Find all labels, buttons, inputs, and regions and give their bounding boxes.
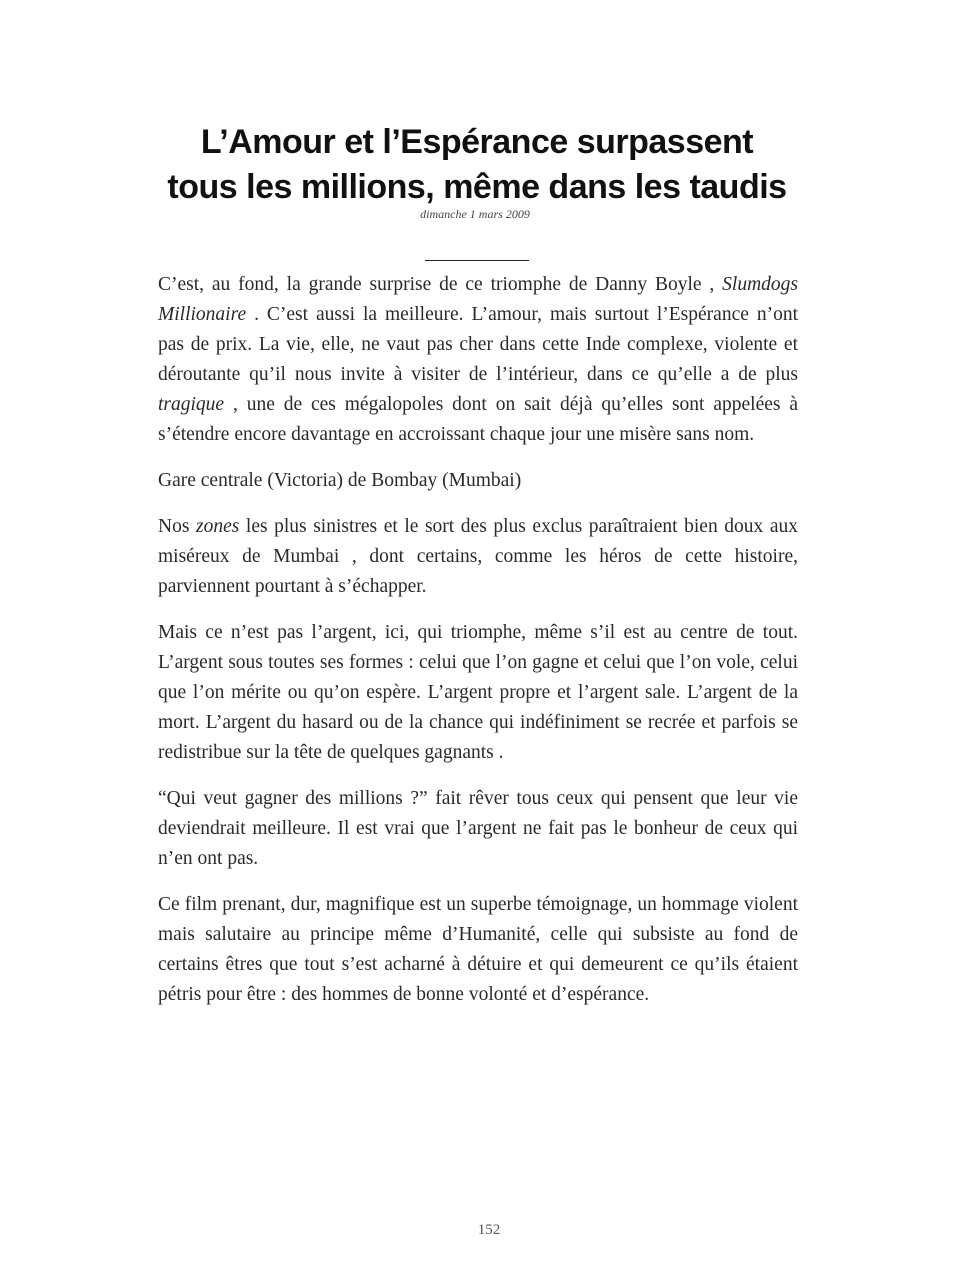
page-number: [0, 1222, 954, 1239]
paragraph-4: Mais ce n’est pas l’argent, ici, qui triomphe, même s’il est au centre de tout. L’argent sous toutes ses formes : celui que l’on gagne et celui que l’on vole, celui que l’on mérite ou qu’on espère. L’argent propre et l’argent sale. L’argent de la mort. L’argent du hasard ou de la chance qui indéfiniment se recrée et parfois se redistribue sur la tête de quelques gagnants .: [158, 622, 798, 763]
article-date-text: dimanche 1 mars 2009: [420, 207, 530, 221]
paragraph-1-text-b: . C’est aussi la meilleure. L’amour, mais surtout l’Espérance n’ont pas de prix. La vie, elle, ne vaut pas cher dans cette Inde complexe, violente et déroutante qu’il nous invite à visiter de l’intérieur, dans ce qu’elle a de plus: [158, 304, 798, 385]
paragraph-1: [158, 270, 798, 450]
article-title-line-2: tous les millions, même dans les taudis: [167, 168, 787, 206]
paragraph-3-text-a: Nos: [158, 516, 196, 537]
paragraph-6: Ce film prenant, dur, magnifique est un superbe témoignage, un hommage violent mais salutaire au principe même d’Humanité, celle qui subsiste au fond de certains êtres que tout s’est acharné à détuire et qui demeurent ce qu’ils étaient pétris pour être : des hommes de bonne volonté et d’espérance.: [158, 894, 798, 1005]
article-title: [100, 120, 854, 210]
article-date: [0, 207, 954, 222]
paragraph-1-text-a: C’est, au fond, la grande surprise de ce triomphe de Danny Boyle ,: [158, 274, 723, 295]
page-number-text: 152: [477, 1222, 501, 1238]
zones-emphasis: zones: [196, 516, 240, 537]
paragraph-1-text-c: , une de ces mégalopoles dont on sait déjà qu’elles sont appelées à s’étendre encore davantage en accroissant chaque jour une misère sans nom.: [158, 394, 798, 445]
paragraph-5: “Qui veut gagner des millions ?” fait rêver tous ceux qui pensent que leur vie deviendrait meilleure. Il est vrai que l’argent ne fait pas le bonheur de ceux qui n’en ont pas.: [158, 788, 798, 869]
article-body: [158, 270, 798, 1026]
tragique-emphasis: tragique: [158, 394, 225, 415]
film-title-emphasis: Slumdogs Millionaire: [158, 274, 798, 325]
paragraph-2-caption: Gare centrale (Victoria) de Bombay (Mumbai): [158, 470, 522, 491]
article-title-line-1: L’Amour et l’Espérance surpassent: [200, 123, 754, 161]
paragraph-3: [158, 512, 798, 602]
paragraph-3-text-b: les plus sinistres et le sort des plus exclus paraîtraient bien doux aux miséreux de Mumbai , dont certains, comme les héros de cette histoire, parviennent pourtant à s’échapper.: [158, 516, 799, 597]
title-separator-rule: [425, 260, 529, 261]
